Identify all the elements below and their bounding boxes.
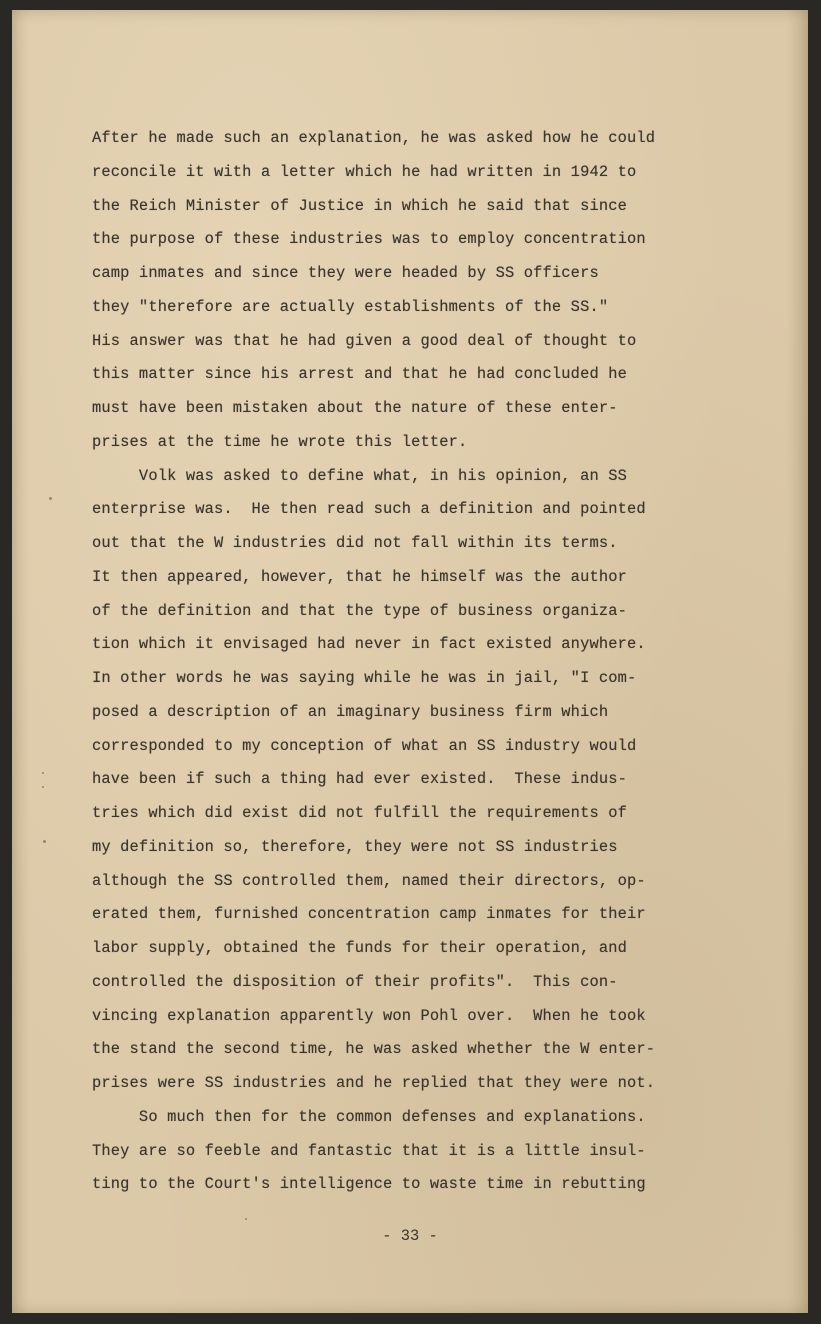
text-line: controlled the disposition of their profits". This con- xyxy=(92,972,618,991)
text-line: So much then for the common defenses and explanations. xyxy=(92,1107,646,1126)
text-line: It then appeared, however, that he himself was the author xyxy=(92,567,627,586)
paper-speck xyxy=(49,497,52,500)
document-page xyxy=(12,10,808,1313)
text-line: tion which it envisaged had never in fact existed anywhere. xyxy=(92,635,646,654)
paper-speck xyxy=(42,772,44,774)
text-line: must have been mistaken about the nature of these enter- xyxy=(92,399,618,417)
text-line: reconcile it with a letter which he had written in 1942 to xyxy=(92,162,637,181)
text-line: corresponded to my conception of what an SS industry would xyxy=(92,736,637,755)
text-line: tries which did exist did not fulfill the requirements of xyxy=(92,804,627,822)
paper-speck xyxy=(43,840,46,843)
text-line: the purpose of these industries was to employ concentration xyxy=(92,230,646,249)
text-line: prises were SS industries and he replied that they were not. xyxy=(92,1074,656,1092)
text-line: the Reich Minister of Justice in which he said that since xyxy=(92,196,627,215)
text-line: my definition so, therefore, they were not SS industries xyxy=(92,837,618,856)
text-line: they "therefore are actually establishments of the SS." xyxy=(92,297,609,316)
page-number: - 33 - xyxy=(382,1227,438,1245)
text-line: of the definition and that the type of business organiza- xyxy=(92,601,627,620)
text-line: erated them, furnished concentration camp inmates for their xyxy=(92,905,646,924)
text-line: They are so feeble and fantastic that it is a little insul- xyxy=(92,1141,646,1160)
text-line: the stand the second time, he was asked whether the W enter- xyxy=(92,1040,656,1059)
text-line: posed a description of an imaginary business firm which xyxy=(92,702,609,721)
text-line: this matter since his arrest and that he had concluded he xyxy=(92,365,627,384)
text-line: labor supply, obtained the funds for their operation, and xyxy=(92,939,627,957)
text-line: His answer was that he had given a good deal of thought to xyxy=(92,331,637,350)
text-line: although the SS controlled them, named their directors, op- xyxy=(92,871,646,890)
text-line: out that the W industries did not fall within its terms. xyxy=(92,534,618,552)
paper-speck xyxy=(42,786,44,788)
text-line: In other words he was saying while he was in jail, "I com- xyxy=(92,669,637,687)
text-line: prises at the time he wrote this letter. xyxy=(92,432,468,451)
text-line: camp inmates and since they were headed by SS officers xyxy=(92,264,599,282)
text-line: Volk was asked to define what, in his opinion, an SS xyxy=(92,466,627,485)
text-line: After he made such an explanation, he was asked how he could xyxy=(92,129,656,147)
text-line: have been if such a thing had ever existed. These indus- xyxy=(92,770,627,789)
text-line: vincing explanation apparently won Pohl over. When he took xyxy=(92,1006,646,1025)
text-line: ting to the Court's intelligence to waste time in rebutting xyxy=(92,1175,646,1194)
text-line: enterprise was. He then read such a definition and pointed xyxy=(92,500,646,519)
body-text xyxy=(92,122,712,1202)
paper-speck xyxy=(245,1218,247,1220)
